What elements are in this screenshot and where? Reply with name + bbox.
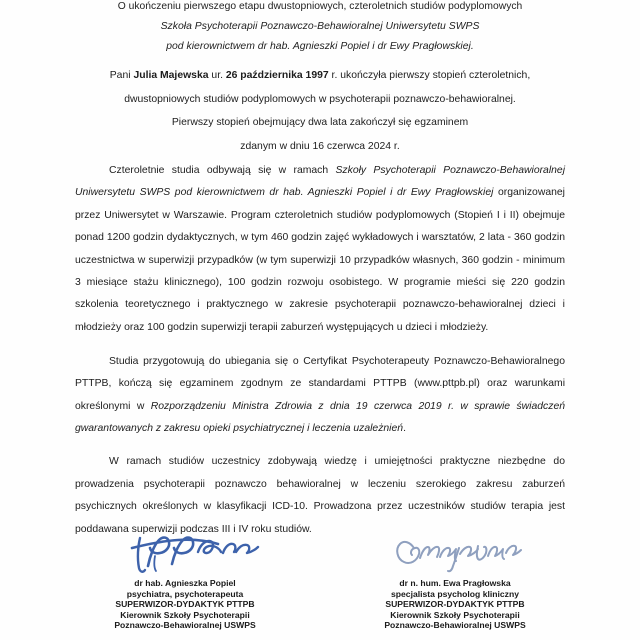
left-caption-line-5: Poznawczo-Behawioralnej USWPS [114,620,256,631]
praglowska-signature [380,528,530,574]
p2-end: . [403,422,406,434]
right-caption-line-3: SUPERWIZOR-DYDAKTYK PTTPB [385,599,525,610]
header-block [60,0,580,57]
paragraph-skills-info: W ramach studiów uczestnicy zdobywają wiedzę i umiejętności praktyczne niezbędne do prowadzenia psychoterapii poznawczo behawioralnej w leczeniu szerokiego zakresu zaburzeń psychicznych określonych w klasyfikacji ICD-10. Prowadzona przez uczestników studiów terapia jest poddawana superwizji podczas III i IV roku studiów. [75,456,565,535]
signature-column-left [60,528,310,631]
left-caption-line-1: dr hab. Agnieszka Popiel [134,578,236,588]
signature-caption-right [330,578,580,631]
recipient-prefix: Pani [109,70,134,81]
signature-caption-left [60,578,310,631]
p1-rest: organizowanej przez Uniwersytet w Warszawie. Program czteroletnich studiów podyplomowych (Stopień I i II) obejmuje ponad 1200 godzin dydaktycznych, w tym 460 godzin zajęć wykładowych i warsztatów, 2 lata - 360 godzin uczestnictwa w superwizji przypadków (w tym superwizji 10 przypadków własnych, 360 godzin - minimum 3 miesiące stażu klinicznego), 100 godzin rozwoju osobistego. W programie mieści się 220 godzin szkolenia teoretycznego i praktycznego w zakresie psychoterapii poznawczo-behawioralnej dzieci i młodzieży oraz 100 godzin superwizji terapii zaburzeń występujących u dzieci i młodzieży. [75,187,565,333]
paragraph-certificate-info [75,351,565,441]
recipient-block [60,64,580,158]
popiel-signature [110,528,260,574]
recipient-line1-suffix: r. ukończyła pierwszy stopień czteroletnich, [328,70,531,81]
header-line-3: pod kierownictwem dr hab. Agnieszki Popiel i dr Ewy Pragłowskiej. [166,41,474,52]
body-block [75,160,565,551]
recipient-line-2: dwustopniowych studiów podyplomowych w psychoterapii poznawczo-behawioralnej. [124,93,516,105]
right-caption-line-1: dr n. hum. Ewa Pragłowska [399,578,511,588]
recipient-birth-label: ur. [208,70,226,81]
signature-column-right [330,528,580,631]
recipient-birth-date: 26 października 1997 [225,70,329,81]
right-caption-line-5: Poznawczo-Behawioralnej USWPS [384,620,526,631]
recipient-line-3: Pierwszy stopień obejmujący dwa lata zakończył się egzaminem [171,117,469,128]
left-caption-line-2: psychiatra, psychoterapeuta [126,588,244,599]
recipient-line-4: zdanym w dniu 16 czerwca 2024 r. [240,140,400,152]
p1-school-name: Szkoły Psychoterapii Poznawczo-Behawioralnej Uniwersytetu SWPS pod kierownictwem dr hab. Agnieszki Popiel i dr Ewy Pragłowskiej [75,165,566,199]
left-caption-line-4: Kierownik Szkoły Psychoterapii [120,609,250,620]
signature-area [60,528,580,631]
right-caption-line-4: Kierownik Szkoły Psychoterapii [390,609,520,620]
recipient-name: Julia Majewska [133,70,209,81]
left-caption-line-3: SUPERWIZOR-DYDAKTYK PTTPB [115,599,255,610]
p2-regulation-name: Rozporządzeniu Ministra Zdrowia z dnia 19 czerwca 2019 r. w sprawie świadczeń gwarantowanych z zakresu opieki psychiatrycznej i leczenia uzależnień [75,400,565,434]
paragraph-program-description [75,160,565,339]
right-caption-line-2: specjalista psycholog kliniczny [391,588,519,599]
recipient-line-1 [60,64,580,88]
header-line-2: Szkoła Psychoterapii Poznawczo-Behawioralnej Uniwersytetu SWPS [160,21,480,32]
p2-intro: Studia przygotowują do ubiegania się o Certyfikat Psychoterapeuty Poznawczo-Behawioralnego PTTPB, kończą się egzaminem zgodnym ze standardami PTTPB (www.pttpb.pl) oraz warunkami określonymi w [75,355,565,412]
header-line-1: O ukończeniu pierwszego etapu dwustopniowych, czteroletnich studiów podyplomowych [117,1,523,12]
p1-intro: Czteroletnie studia odbywają się w ramach [109,165,336,176]
